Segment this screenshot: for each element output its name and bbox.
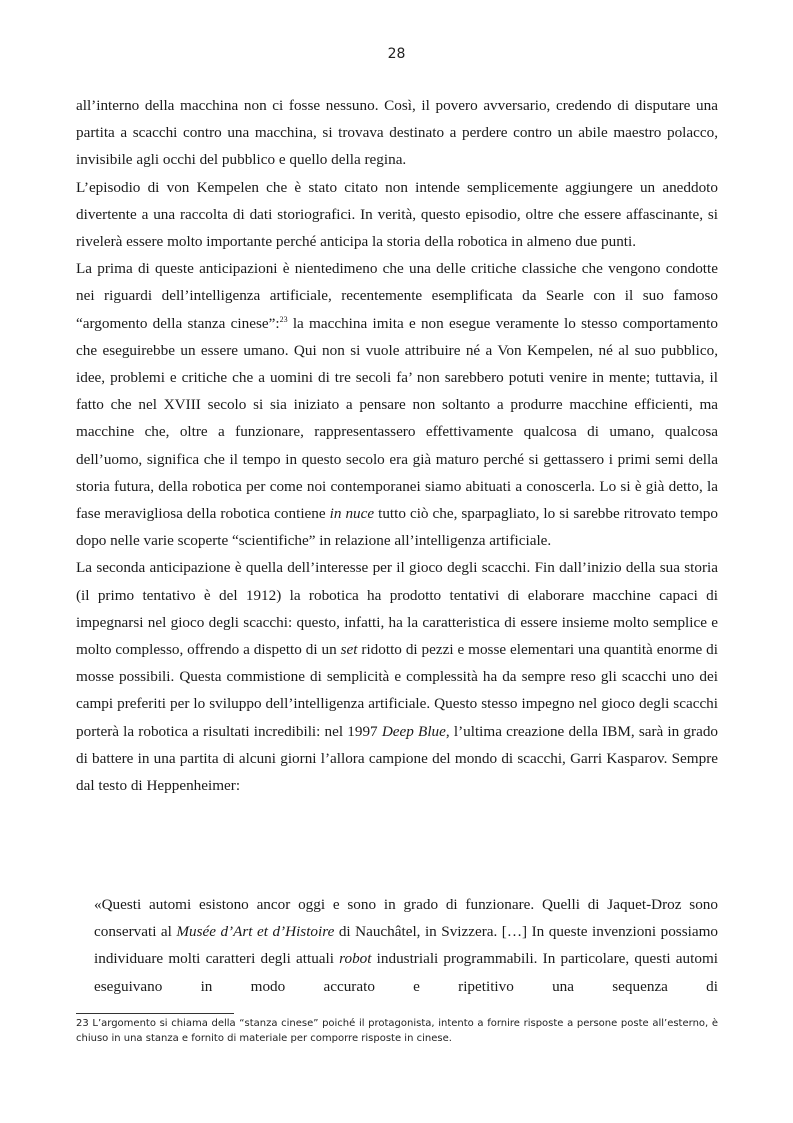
paragraph xyxy=(76,92,718,174)
footnote-reference: 23 xyxy=(279,314,288,324)
block-quote xyxy=(94,891,718,1000)
footnote-text: L’argomento si chiama della “stanza cinese” poiché il protagonista, intento a fornire risposte a persone poste all’esterno, è chiuso in una stanza e fornito di materiale per comporre risposte in cinese. xyxy=(76,1018,719,1044)
text-run: industriali programmabili. In particolare, questi automi eseguivano in modo accurato e ripetitivo una sequenza di xyxy=(94,950,718,995)
page-number: 28 xyxy=(387,46,406,62)
paragraph xyxy=(76,174,718,256)
paragraph xyxy=(76,554,718,799)
text-run: di Nauchâtel, in Svizzera. […] In queste invenzioni possiamo individuare molti caratteri degli attuali xyxy=(94,923,718,968)
footnotes xyxy=(76,1017,718,1046)
quote-text xyxy=(94,891,718,1000)
text-run: ridotto di pezzi e mosse elementari una quantità enorme di mosse possibili. Questa commistione di semplicità e complessità ha da sempre reso gli scacchi uno dei campi preferiti per lo sviluppo dell’intelligenza artificiale. Questo stesso impegno nel gioco degli scacchi porterà la robotica a risultati incredibili: nel 1997 xyxy=(76,641,718,740)
italic-text: set xyxy=(340,641,358,659)
italic-text: Deep Blue xyxy=(381,722,446,740)
paragraph xyxy=(76,255,718,554)
text-run: La prima di queste anticipazioni è nientedimeno che una delle critiche classiche che vengono condotte nei riguardi dell’intelligenza artificiale, recentemente esemplificata da Searle con il suo famoso “argomento della stanza cinese”: xyxy=(76,260,718,332)
italic-text: in nuce xyxy=(329,505,375,523)
text-run: all’interno della macchina non ci fosse nessuno. Così, il povero avversario, credendo di disputare una partita a scacchi contro una macchina, si trovava destinato a perdere contro un abile maestro polacco, invisibile agli occhi del pubblico e quello della regina. xyxy=(76,97,718,169)
text-run: , l’ultima creazione della IBM, sarà in grado di battere in una partita di alcuni giorni l’allora campione del mondo di scacchi, Garri Kasparov. Sempre dal testo di Heppenheimer: xyxy=(76,722,719,795)
italic-text: robot xyxy=(339,950,372,968)
footnote xyxy=(76,1017,718,1046)
footnote-separator xyxy=(76,1013,234,1014)
text-run: La seconda anticipazione è quella dell’interesse per il gioco degli scacchi. Fin dall’inizio della sua storia (il primo tentativo è del 1912) la robotica ha prodotto tentativi di elaborare macchine capaci di impegnarsi nel gioco degli scacchi: questo, infatti, ha la caratteristica di essere insieme molto semplice e molto complesso, offrendo a dispetto di un xyxy=(76,559,718,659)
body-text xyxy=(76,92,718,799)
text-run: L’episodio di von Kempelen che è stato citato non intende semplicemente aggiungere un aneddoto divertente a una raccolta di dati storiografici. In verità, questo episodio, oltre che essere affascinante, si rivelerà essere molto importante perché anticipa la storia della robotica in almeno due punti. xyxy=(76,178,718,251)
footnote-number: 23 xyxy=(76,1018,89,1029)
text-run: tutto ciò che, sparpagliato, lo si sarebbe ritrovato tempo dopo nelle varie scoperte “scientifiche” in relazione all’intelligenza artificiale. xyxy=(76,505,718,550)
italic-text: Musée d’Art et d’Histoire xyxy=(176,923,335,941)
text-run: la macchina imita e non esegue veramente lo stesso comportamento che eseguirebbe un essere umano. Qui non si vuole attribuire né a Von Kempelen, né al suo pubblico, idee, problemi e critiche che a uomini di tre secoli fa’ non sarebbero potuti venire in mente; tuttavia, il fatto che nel XVIII secolo si sia iniziato a pensare non soltanto a produrre macchine efficienti, ma macchine che, oltre a funzionare, rappresentassero effettivamente qualcosa di umano, qualcosa dell’uomo, significa che il tempo in questo secolo era già maturo perché si gettassero i primi semi della storia futura, della robotica per come noi contemporanei siamo abituati a conoscerla. Lo si è già detto, la fase meravigliosa della robotica contiene xyxy=(76,314,718,523)
text-run: «Questi automi esistono ancor oggi e sono in grado di funzionare. Quelli di Jaquet-Droz sono conservati al xyxy=(94,896,718,941)
